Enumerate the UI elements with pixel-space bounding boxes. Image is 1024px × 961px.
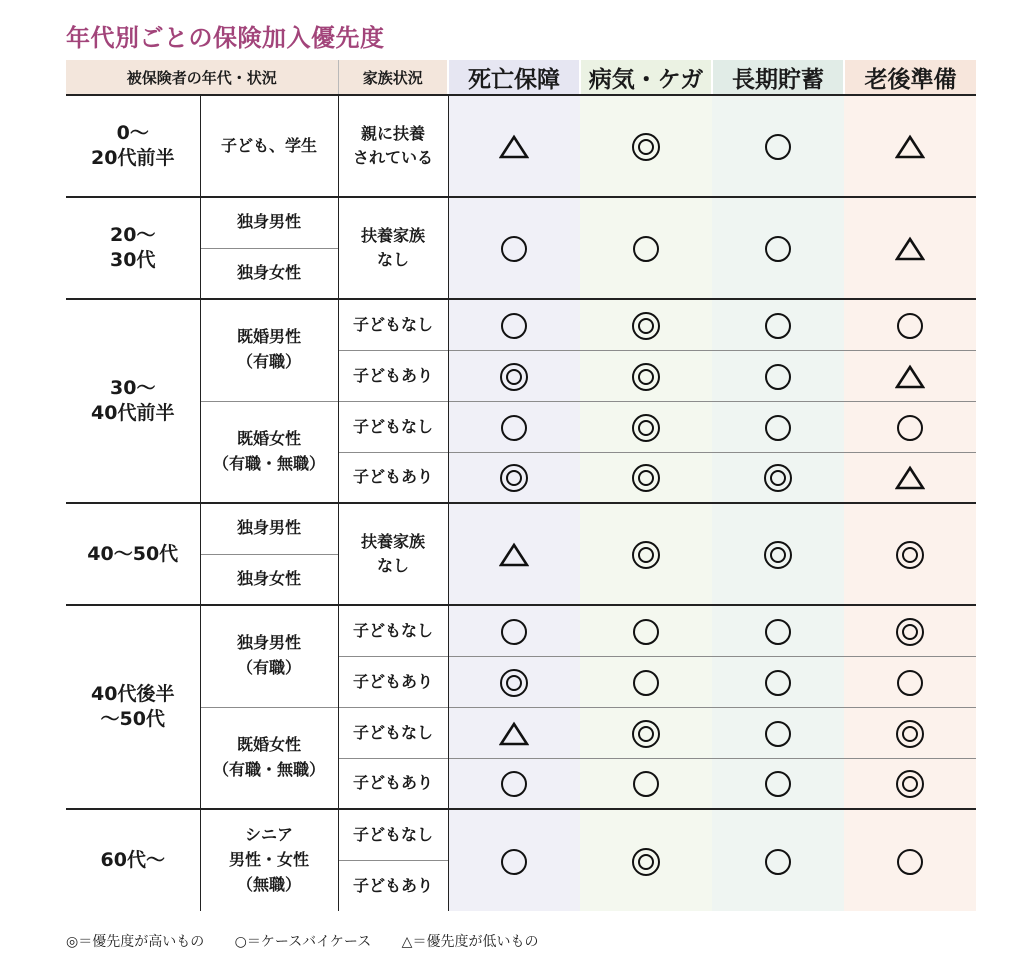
priority-cell (844, 401, 976, 452)
legend-high: ◎＝優先度が高いもの (66, 934, 205, 950)
priority-cell (580, 452, 712, 503)
status-label: 子ども、学生 (220, 135, 317, 155)
table-row (66, 707, 976, 758)
family-label: 子どもなし (352, 722, 433, 742)
priority-cell (448, 197, 580, 299)
status-label: （有職） (236, 352, 301, 372)
priority-cell (580, 707, 712, 758)
family-label: 子どもなし (352, 620, 433, 640)
circle-mark (895, 311, 925, 341)
priority-cell (844, 299, 976, 350)
family-cell (338, 503, 448, 605)
triangle-mark (895, 234, 925, 264)
triangle-mark (499, 719, 529, 749)
header-retirement-prep: 老後準備 (844, 60, 976, 95)
double-circle-mark (499, 668, 529, 698)
priority-cell (580, 503, 712, 605)
circle-mark (895, 847, 925, 877)
family-cell (338, 452, 448, 503)
family-label: 子どもあり (352, 365, 433, 385)
status-cell (200, 197, 338, 248)
priority-cell (712, 401, 844, 452)
status-label: 独身男性 (236, 518, 301, 538)
priority-cell (448, 707, 580, 758)
family-cell (338, 656, 448, 707)
priority-cell (844, 758, 976, 809)
circle-mark (763, 234, 793, 264)
status-label: シニア (244, 825, 293, 845)
age-cell (66, 605, 200, 809)
priority-cell (448, 452, 580, 503)
circle-mark (631, 617, 661, 647)
circle-mark (631, 234, 661, 264)
legend-low: △＝優先度が低いもの (401, 934, 539, 950)
priority-cell (580, 197, 712, 299)
priority-cell (712, 605, 844, 656)
header-insured: 被保険者の年代・状況 (66, 60, 338, 95)
family-label: 子どもなし (352, 314, 433, 334)
priority-cell (844, 605, 976, 656)
status-cell (200, 707, 338, 809)
circle-mark (763, 668, 793, 698)
priority-cell (712, 350, 844, 401)
priority-cell (712, 758, 844, 809)
circle-mark (895, 413, 925, 443)
status-label: 独身男性 (236, 633, 301, 653)
priority-cell (712, 707, 844, 758)
circle-mark (763, 719, 793, 749)
priority-cell (844, 95, 976, 197)
header-row (66, 60, 976, 95)
circle-mark (763, 311, 793, 341)
double-circle-mark (763, 463, 793, 493)
table-row (66, 95, 976, 197)
double-circle-mark (895, 719, 925, 749)
priority-cell (712, 809, 844, 911)
priority-cell (712, 197, 844, 299)
double-circle-mark (895, 617, 925, 647)
age-label: 30〜 (110, 377, 156, 400)
double-circle-mark (631, 413, 661, 443)
double-circle-mark (631, 362, 661, 392)
status-cell (200, 809, 338, 911)
priority-cell (844, 656, 976, 707)
header-death-coverage: 死亡保障 (448, 60, 580, 95)
family-label: 子どもなし (352, 416, 433, 436)
triangle-mark (895, 362, 925, 392)
status-cell (200, 554, 338, 605)
priority-cell (712, 656, 844, 707)
table-row (66, 197, 976, 248)
circle-mark (763, 617, 793, 647)
legend (66, 931, 564, 951)
priority-cell (448, 350, 580, 401)
circle-mark (499, 311, 529, 341)
priority-cell (448, 605, 580, 656)
family-label: なし (376, 556, 409, 575)
header-family: 家族状況 (338, 60, 448, 95)
circle-mark (763, 413, 793, 443)
status-label: 独身男性 (236, 212, 301, 232)
age-label: 40代前半 (91, 402, 175, 424)
status-label: 既婚男性 (236, 327, 301, 347)
priority-cell (448, 809, 580, 911)
circle-mark (499, 413, 529, 443)
family-label: 子どもなし (352, 824, 433, 844)
family-cell (338, 299, 448, 350)
table-row (66, 809, 976, 860)
triangle-mark (895, 132, 925, 162)
double-circle-mark (631, 847, 661, 877)
circle-mark (631, 668, 661, 698)
table-row (66, 503, 976, 554)
family-cell (338, 809, 448, 860)
family-cell (338, 197, 448, 299)
priority-cell (580, 809, 712, 911)
family-label: 親に扶養 (360, 124, 425, 143)
status-cell (200, 95, 338, 197)
circle-mark (763, 362, 793, 392)
family-label: 扶養家族 (360, 226, 425, 245)
table-row (66, 605, 976, 656)
family-cell (338, 605, 448, 656)
header-long-term-savings: 長期貯蓄 (712, 60, 844, 95)
priority-cell (580, 656, 712, 707)
priority-cell (448, 95, 580, 197)
family-cell (338, 860, 448, 911)
triangle-mark (499, 132, 529, 162)
priority-cell (448, 758, 580, 809)
priority-cell (712, 503, 844, 605)
priority-cell (448, 503, 580, 605)
priority-cell (580, 95, 712, 197)
age-label: 0〜 (116, 122, 149, 145)
age-label: 60代〜 (100, 849, 165, 872)
insurance-priority-table (66, 60, 976, 911)
double-circle-mark (631, 311, 661, 341)
status-label: （有職） (236, 658, 301, 678)
family-label: なし (376, 250, 409, 269)
priority-cell (844, 809, 976, 911)
family-label: 子どもあり (352, 467, 433, 487)
status-label: 既婚女性 (236, 428, 301, 448)
double-circle-mark (631, 132, 661, 162)
double-circle-mark (631, 540, 661, 570)
priority-cell (844, 197, 976, 299)
age-label: 40代後半 (91, 683, 175, 706)
priority-cell (580, 350, 712, 401)
age-cell (66, 809, 200, 911)
family-label: 子どもあり (352, 671, 433, 691)
status-cell (200, 503, 338, 554)
priority-cell (580, 758, 712, 809)
priority-cell (448, 656, 580, 707)
status-label: （有職・無職） (212, 453, 325, 473)
priority-cell (448, 299, 580, 350)
status-label: 男性・女性 (228, 850, 309, 870)
priority-cell (712, 299, 844, 350)
double-circle-mark (499, 362, 529, 392)
priority-cell (844, 350, 976, 401)
circle-mark (499, 234, 529, 264)
age-label: 20〜 (110, 224, 156, 247)
priority-cell (712, 452, 844, 503)
priority-cell (712, 95, 844, 197)
priority-cell (580, 299, 712, 350)
double-circle-mark (499, 463, 529, 493)
table-row (66, 401, 976, 452)
family-label: 扶養家族 (360, 532, 425, 551)
age-label: 〜50代 (100, 708, 165, 730)
circle-mark (499, 617, 529, 647)
status-cell (200, 401, 338, 503)
circle-mark (499, 769, 529, 799)
age-cell (66, 299, 200, 503)
circle-mark (763, 769, 793, 799)
age-cell (66, 503, 200, 605)
priority-cell (844, 503, 976, 605)
family-cell (338, 707, 448, 758)
circle-mark (763, 847, 793, 877)
double-circle-mark (895, 769, 925, 799)
double-circle-mark (631, 463, 661, 493)
family-label: されている (352, 148, 433, 167)
age-label: 30代 (110, 249, 156, 271)
circle-mark (631, 769, 661, 799)
priority-cell (844, 452, 976, 503)
header-illness-injury: 病気・ケガ (580, 60, 712, 95)
table-row (66, 299, 976, 350)
priority-cell (844, 707, 976, 758)
status-cell (200, 299, 338, 401)
family-cell (338, 95, 448, 197)
status-label: 独身女性 (236, 262, 301, 282)
family-cell (338, 350, 448, 401)
circle-mark (499, 847, 529, 877)
priority-cell (580, 401, 712, 452)
legend-case: ○＝ケースバイケース (234, 934, 372, 950)
priority-cell (448, 401, 580, 452)
family-label: 子どもあり (352, 773, 433, 793)
triangle-mark (895, 463, 925, 493)
family-label: 子どもあり (352, 875, 433, 895)
circle-mark (763, 132, 793, 162)
age-cell (66, 197, 200, 299)
status-cell (200, 248, 338, 299)
status-label: （有職・無職） (212, 759, 325, 779)
double-circle-mark (631, 719, 661, 749)
family-cell (338, 758, 448, 809)
status-label: （無職） (236, 874, 301, 894)
double-circle-mark (895, 540, 925, 570)
page-title: 年代別ごとの保険加入優先度 (66, 24, 385, 52)
age-label: 40〜50代 (87, 542, 179, 565)
age-cell (66, 95, 200, 197)
circle-mark (895, 668, 925, 698)
status-label: 既婚女性 (236, 734, 301, 754)
triangle-mark (499, 540, 529, 570)
family-cell (338, 401, 448, 452)
status-label: 独身女性 (236, 568, 301, 588)
priority-cell (580, 605, 712, 656)
status-cell (200, 605, 338, 707)
age-label: 20代前半 (91, 147, 175, 169)
double-circle-mark (763, 540, 793, 570)
